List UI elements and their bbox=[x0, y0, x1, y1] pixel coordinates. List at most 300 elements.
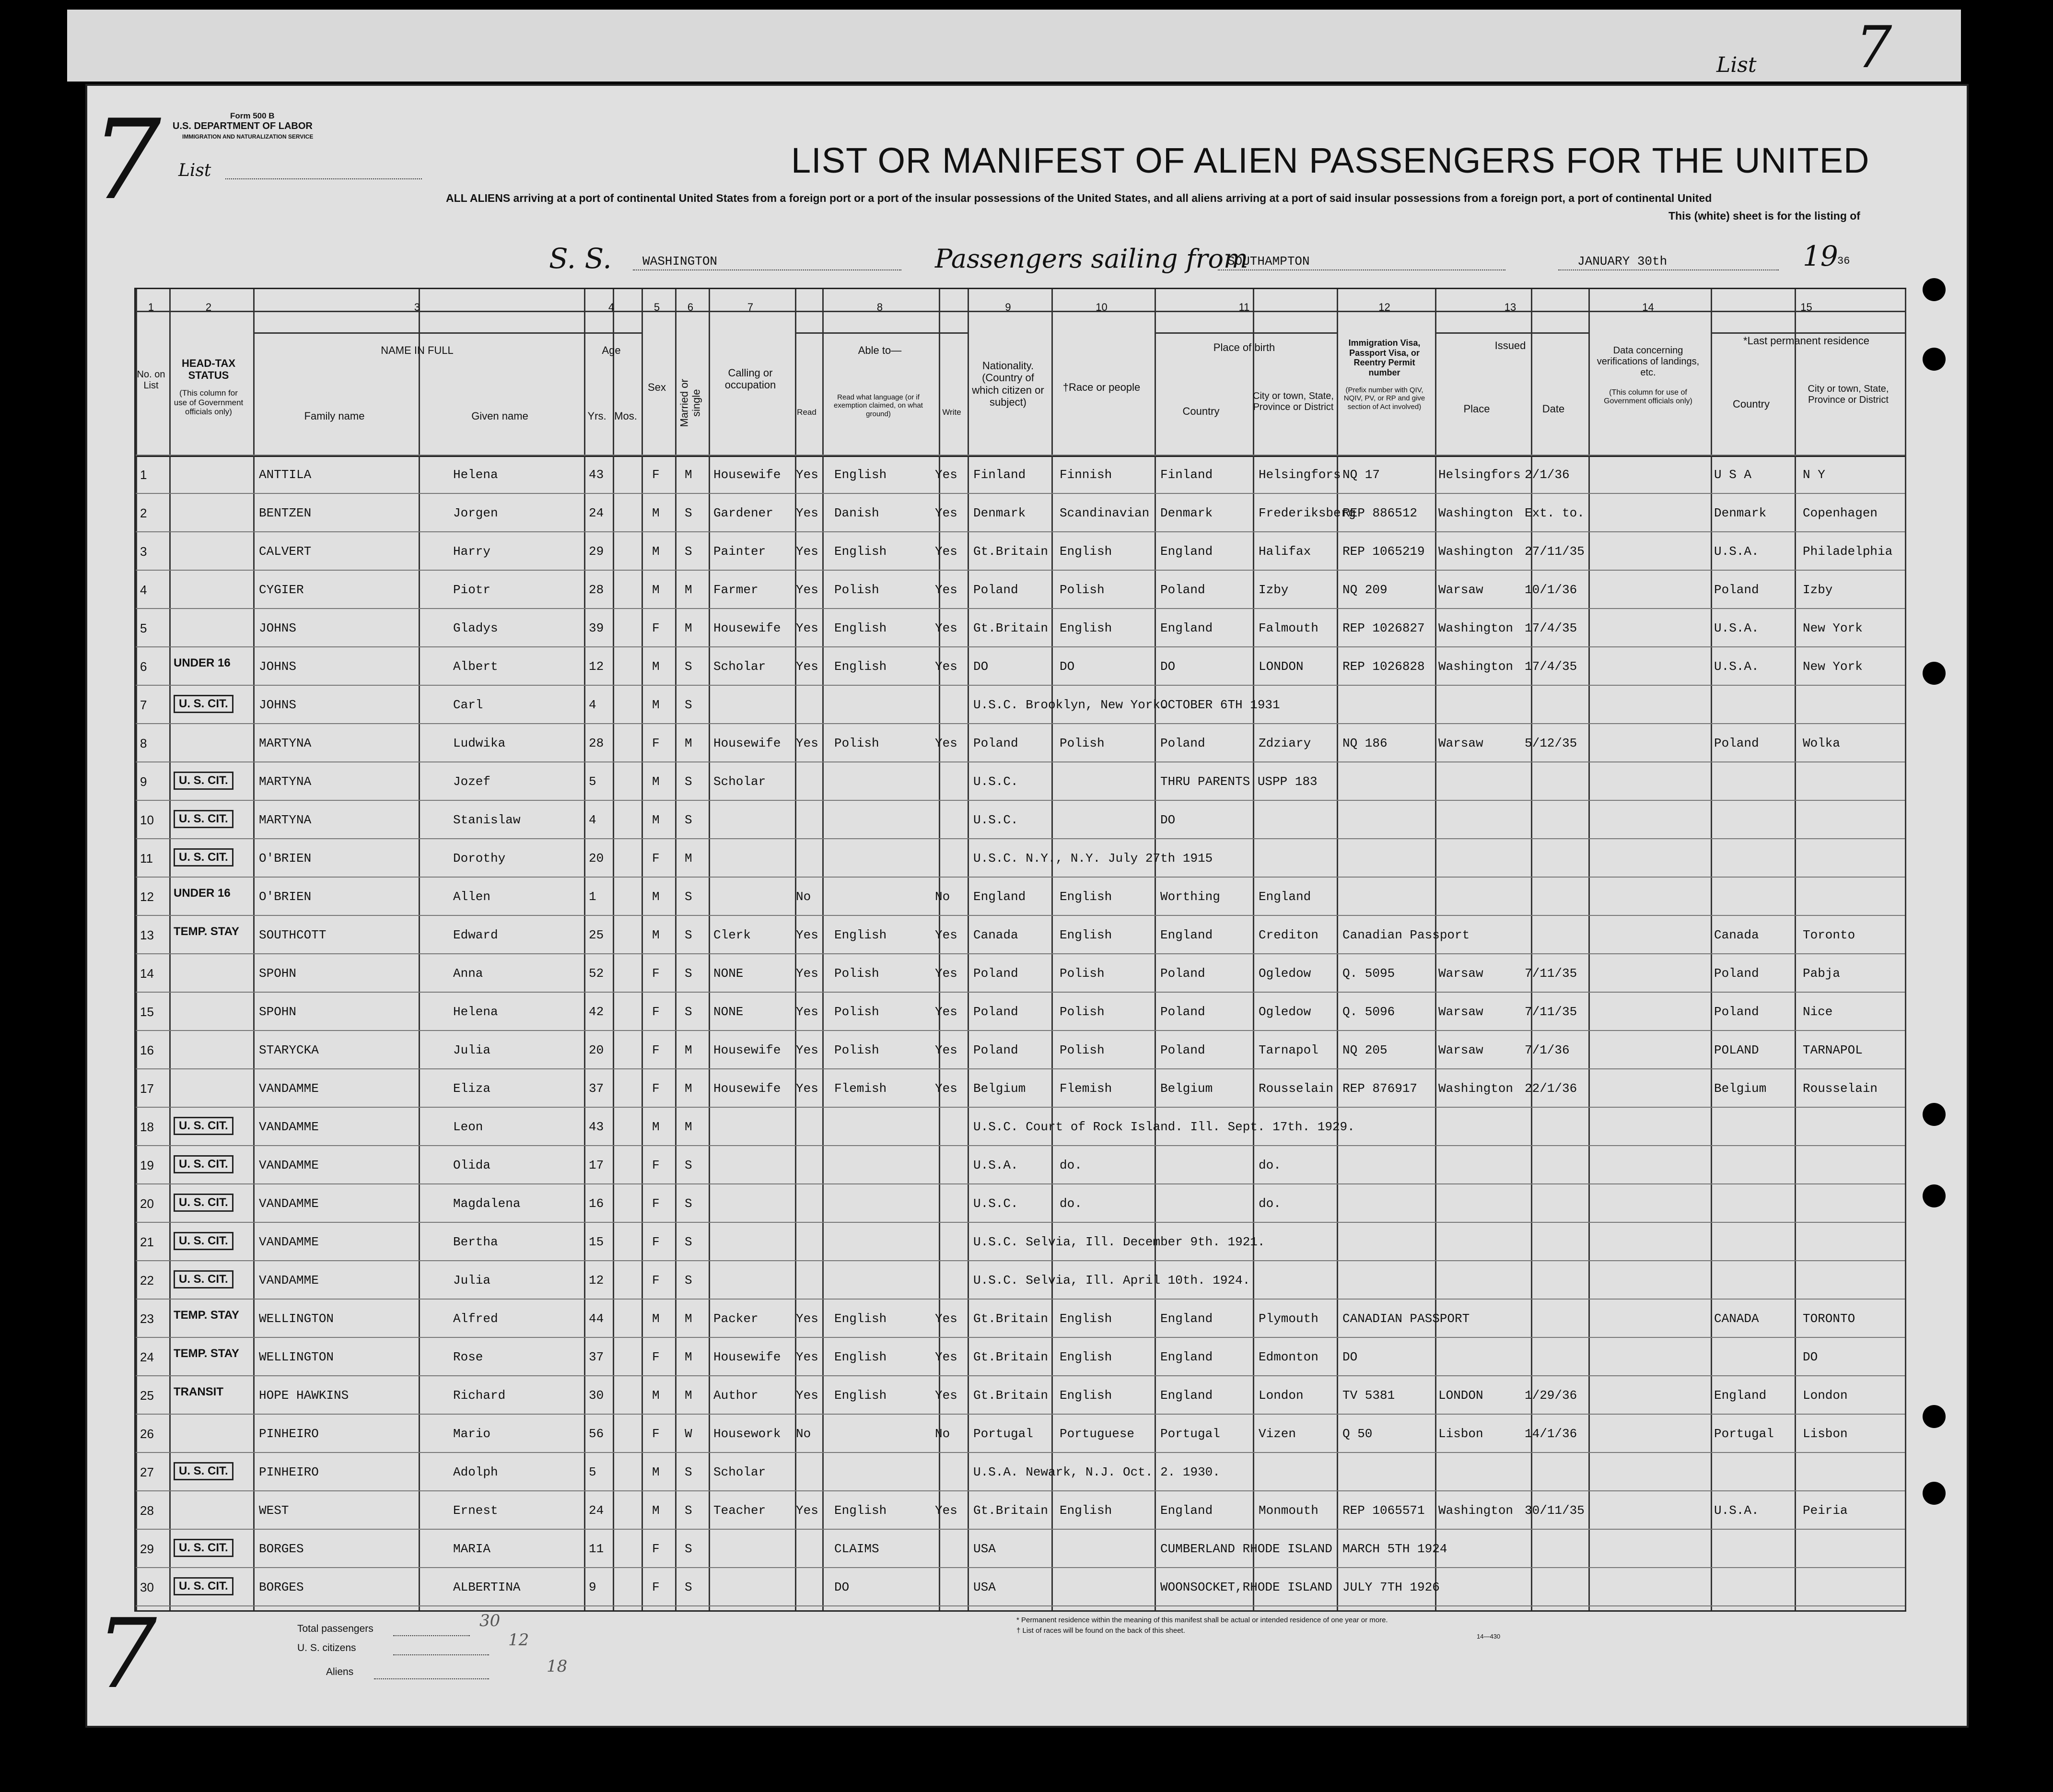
residence-country: England bbox=[1714, 1388, 1767, 1403]
visa-number: NQ 186 bbox=[1342, 736, 1388, 750]
age-years: 56 bbox=[589, 1427, 604, 1441]
birth-country: Poland bbox=[1160, 966, 1205, 981]
occupation: Housewife bbox=[713, 736, 781, 750]
sex: M bbox=[652, 698, 660, 712]
issued-place: Washington bbox=[1438, 544, 1514, 559]
sex: M bbox=[652, 813, 660, 827]
row-number: 10 bbox=[140, 813, 154, 827]
visa-number: REP 1026828 bbox=[1342, 659, 1425, 674]
col-able-to: Able to— bbox=[858, 344, 902, 356]
col-age-mos: Mos. bbox=[614, 410, 637, 422]
family-name: O'BRIEN bbox=[259, 851, 312, 866]
occupation: Housewife bbox=[713, 468, 781, 482]
nationality: Poland bbox=[973, 1043, 1018, 1057]
age-years: 52 bbox=[589, 966, 604, 981]
sailing-date: JANUARY 30th bbox=[1577, 254, 1668, 269]
birth-city: England bbox=[1259, 890, 1311, 904]
can-write: No bbox=[935, 890, 950, 904]
total-passengers-value: 30 bbox=[479, 1611, 501, 1630]
read-language: English bbox=[834, 1503, 887, 1518]
can-read: Yes bbox=[796, 1005, 818, 1019]
residence-city: TORONTO bbox=[1803, 1312, 1855, 1326]
age-years: 9 bbox=[589, 1580, 596, 1594]
row-number: 5 bbox=[140, 621, 147, 635]
issued-date: 7/11/35 bbox=[1525, 1005, 1577, 1019]
family-name: BORGES bbox=[259, 1542, 304, 1556]
birth-city: Ogledow bbox=[1259, 966, 1311, 981]
marital-status: M bbox=[685, 468, 692, 482]
birth-country: Poland bbox=[1160, 736, 1205, 750]
sex: M bbox=[652, 583, 660, 597]
row-number: 6 bbox=[140, 659, 147, 674]
nationality: Gt.Britain bbox=[973, 544, 1049, 559]
race: Polish bbox=[1060, 736, 1105, 750]
birth-city: LONDON bbox=[1259, 659, 1304, 674]
col-sex: Sex bbox=[648, 381, 666, 393]
colnum-8: 8 bbox=[876, 301, 883, 313]
given-name: Mario bbox=[453, 1427, 491, 1441]
given-name: Olida bbox=[453, 1158, 491, 1172]
age-years: 1 bbox=[589, 890, 596, 904]
row-number: 3 bbox=[140, 544, 147, 559]
birth-country: DO bbox=[1160, 813, 1176, 827]
given-name: Dorothy bbox=[453, 851, 506, 866]
nationality: Denmark bbox=[973, 506, 1026, 520]
visa-number: NQ 209 bbox=[1342, 583, 1388, 597]
residence-country: Poland bbox=[1714, 583, 1759, 597]
given-name: Albert bbox=[453, 659, 498, 674]
issued-date: Ext. to. bbox=[1525, 506, 1585, 520]
issued-place: Lisbon bbox=[1438, 1427, 1483, 1441]
read-language: English bbox=[834, 621, 887, 635]
residence-country: CANADA bbox=[1714, 1312, 1759, 1326]
visa-number: REP 1065571 bbox=[1342, 1503, 1425, 1518]
can-read: Yes bbox=[796, 1043, 818, 1057]
family-name: O'BRIEN bbox=[259, 890, 312, 904]
port-name: SOUTHAMPTON bbox=[1227, 254, 1310, 269]
issued-date: 1/29/36 bbox=[1525, 1388, 1577, 1403]
colnum-9: 9 bbox=[1005, 301, 1011, 313]
race: English bbox=[1060, 1350, 1112, 1364]
visa-number: REP 886512 bbox=[1342, 506, 1418, 520]
family-name: ANTTILA bbox=[259, 468, 312, 482]
previous-sheet-strip bbox=[67, 10, 1961, 82]
row-number: 14 bbox=[140, 966, 154, 981]
age-years: 20 bbox=[589, 1043, 604, 1057]
residence-city: Izby bbox=[1803, 583, 1833, 597]
nationality: Poland bbox=[973, 966, 1018, 981]
col-family-name: Family name bbox=[304, 410, 365, 422]
age-years: 5 bbox=[589, 774, 596, 789]
sex: F bbox=[652, 1081, 660, 1096]
head-tax-stamp: U. S. CIT. bbox=[174, 695, 233, 713]
col-read: Read bbox=[797, 408, 817, 417]
issued-date: 7/1/36 bbox=[1525, 1043, 1570, 1057]
given-name: Bertha bbox=[453, 1235, 498, 1249]
marital-status: S bbox=[685, 1580, 692, 1594]
head-tax-stamp: UNDER 16 bbox=[174, 887, 231, 900]
occupation: Housewife bbox=[713, 1350, 781, 1364]
marital-status: M bbox=[685, 1312, 692, 1326]
residence-country: POLAND bbox=[1714, 1043, 1759, 1057]
colnum-4: 4 bbox=[608, 301, 615, 313]
issued-date: 7/11/35 bbox=[1525, 966, 1577, 981]
head-tax-stamp: U. S. CIT. bbox=[174, 1232, 233, 1250]
sex: M bbox=[652, 1503, 660, 1518]
occupation: Painter bbox=[713, 544, 766, 559]
age-years: 44 bbox=[589, 1312, 604, 1326]
marital-status: S bbox=[685, 1196, 692, 1211]
family-name: WELLINGTON bbox=[259, 1350, 334, 1364]
birth-city: do. bbox=[1259, 1158, 1281, 1172]
can-read: Yes bbox=[796, 583, 818, 597]
visa-number: CANADIAN PASSPORT bbox=[1342, 1312, 1470, 1326]
race: do. bbox=[1060, 1196, 1082, 1211]
given-name: Eliza bbox=[453, 1081, 491, 1096]
row-number: 23 bbox=[140, 1312, 154, 1326]
race: Portuguese bbox=[1060, 1427, 1135, 1441]
row-number: 16 bbox=[140, 1043, 154, 1057]
colnum-15: 15 bbox=[1800, 301, 1812, 313]
total-line bbox=[393, 1635, 470, 1636]
subtitle-line-1: ALL ALIENS arriving at a port of continental United States from a foreign port or a port of the insular possessions of the United States, and all aliens arriving at a port of said insular possessions from a foreign port, a port of continental United bbox=[446, 192, 1712, 204]
marital-status: S bbox=[685, 1235, 692, 1249]
issued-date: 30/11/35 bbox=[1525, 1503, 1585, 1518]
year-prefix: 19 bbox=[1803, 240, 1838, 272]
occupation: Clerk bbox=[713, 928, 751, 942]
birth-country: Poland bbox=[1160, 1005, 1205, 1019]
occupation: Scholar bbox=[713, 1465, 766, 1479]
residence-city: Wolka bbox=[1803, 736, 1841, 750]
given-name: Gladys bbox=[453, 621, 498, 635]
race: Polish bbox=[1060, 966, 1105, 981]
footer-margin-number: 7 bbox=[96, 1598, 157, 1710]
marital-status: S bbox=[685, 813, 692, 827]
family-name: VANDAMME bbox=[259, 1235, 319, 1249]
nationality: Gt.Britain bbox=[973, 1388, 1049, 1403]
marital-status: S bbox=[685, 966, 692, 981]
issued-place: Washington bbox=[1438, 506, 1514, 520]
can-read: Yes bbox=[796, 506, 818, 520]
binder-hole bbox=[1923, 1482, 1946, 1505]
birth-city: Frederiksberg bbox=[1259, 506, 1356, 520]
head-tax-stamp: TEMP. STAY bbox=[174, 1347, 239, 1360]
family-name: SPOHN bbox=[259, 966, 297, 981]
residence-country: U.S.A. bbox=[1714, 1503, 1759, 1518]
race: Flemish bbox=[1060, 1081, 1112, 1096]
age-years: 15 bbox=[589, 1235, 604, 1249]
age-years: 37 bbox=[589, 1081, 604, 1096]
age-years: 25 bbox=[589, 928, 604, 942]
birth-city: Helsingfors bbox=[1259, 468, 1341, 482]
col-birth-city: City or town, State, Province or District bbox=[1253, 391, 1334, 412]
marital-status: S bbox=[685, 1158, 692, 1172]
issued-place: Washington bbox=[1438, 1503, 1514, 1518]
issued-date: 10/1/36 bbox=[1525, 583, 1577, 597]
read-language: DO bbox=[834, 1580, 850, 1594]
given-name: Rose bbox=[453, 1350, 483, 1364]
us-citizens-label: U. S. citizens bbox=[297, 1642, 356, 1653]
issued-place: Washington bbox=[1438, 621, 1514, 635]
birth-country: Worthing bbox=[1160, 890, 1220, 904]
read-language: Polish bbox=[834, 1005, 879, 1019]
family-name: WELLINGTON bbox=[259, 1312, 334, 1326]
col-birth-country: Country bbox=[1182, 405, 1220, 417]
row-number: 12 bbox=[140, 890, 154, 904]
marital-status: M bbox=[685, 1350, 692, 1364]
age-years: 4 bbox=[589, 698, 596, 712]
residence-country: Poland bbox=[1714, 966, 1759, 981]
department-label: U.S. DEPARTMENT OF LABOR bbox=[173, 121, 313, 131]
binder-hole bbox=[1923, 1103, 1946, 1126]
residence-city: Pabja bbox=[1803, 966, 1841, 981]
given-name: Carl bbox=[453, 698, 483, 712]
aliens-value: 18 bbox=[547, 1657, 568, 1676]
race: Finnish bbox=[1060, 468, 1112, 482]
nationality: U.S.A. Newark, N.J. Oct. 2. 1930. bbox=[973, 1465, 1220, 1479]
footnote-races: † List of races will be found on the back of this sheet. bbox=[1016, 1627, 1185, 1635]
visa-number: TV 5381 bbox=[1342, 1388, 1395, 1403]
sex: M bbox=[652, 659, 660, 674]
can-write: Yes bbox=[935, 659, 957, 674]
given-name: Magdalena bbox=[453, 1196, 521, 1211]
col-issued-date: Date bbox=[1542, 403, 1565, 415]
residence-country: Poland bbox=[1714, 1005, 1759, 1019]
family-name: VANDAMME bbox=[259, 1273, 319, 1288]
col-write: Write bbox=[942, 408, 961, 417]
family-name: MARTYNA bbox=[259, 736, 312, 750]
nationality: U.S.C. Selvia, Ill. December 9th. 1921. bbox=[973, 1235, 1265, 1249]
race: Polish bbox=[1060, 1005, 1105, 1019]
nationality: Gt.Britain bbox=[973, 1350, 1049, 1364]
can-write: Yes bbox=[935, 1043, 957, 1057]
col-given-name: Given name bbox=[471, 410, 528, 422]
given-name: MARIA bbox=[453, 1542, 491, 1556]
can-read: Yes bbox=[796, 468, 818, 482]
read-language: Flemish bbox=[834, 1081, 887, 1096]
head-tax-stamp: U. S. CIT. bbox=[174, 1270, 233, 1288]
birth-city: do. bbox=[1259, 1196, 1281, 1211]
citizens-line bbox=[393, 1654, 489, 1655]
residence-city: Copenhagen bbox=[1803, 506, 1878, 520]
visa-number: NQ 17 bbox=[1342, 468, 1380, 482]
age-years: 12 bbox=[589, 1273, 604, 1288]
residence-country: Canada bbox=[1714, 928, 1759, 942]
colnum-7: 7 bbox=[747, 301, 754, 313]
margin-number: 7 bbox=[91, 96, 162, 224]
family-name: CALVERT bbox=[259, 544, 312, 559]
family-name: VANDAMME bbox=[259, 1158, 319, 1172]
birth-country: England bbox=[1160, 1312, 1213, 1326]
col-head-tax: HEAD-TAX STATUS bbox=[181, 357, 236, 382]
visa-number: NQ 205 bbox=[1342, 1043, 1388, 1057]
birth-city: Crediton bbox=[1259, 928, 1318, 942]
age-years: 12 bbox=[589, 659, 604, 674]
read-language: Danish bbox=[834, 506, 879, 520]
given-name: Helena bbox=[453, 468, 498, 482]
nationality: Gt.Britain bbox=[973, 1503, 1049, 1518]
given-name: ALBERTINA bbox=[453, 1580, 521, 1594]
col-visa: Immigration Visa, Passport Visa, or Reentry Permit number bbox=[1348, 338, 1421, 378]
age-years: 24 bbox=[589, 506, 604, 520]
issued-date: 22/1/36 bbox=[1525, 1081, 1577, 1096]
family-name: SOUTHCOTT bbox=[259, 928, 327, 942]
sex: M bbox=[652, 1312, 660, 1326]
binder-hole bbox=[1923, 278, 1946, 301]
col-occupation: Calling or occupation bbox=[724, 367, 776, 391]
sex: F bbox=[652, 851, 660, 866]
marital-status: S bbox=[685, 928, 692, 942]
visa-number: Q. 5095 bbox=[1342, 966, 1395, 981]
birth-city: Zdziary bbox=[1259, 736, 1311, 750]
residence-country: Denmark bbox=[1714, 506, 1767, 520]
head-tax-stamp: TEMP. STAY bbox=[174, 925, 239, 938]
visa-number: Canadian Passport bbox=[1342, 928, 1470, 942]
sex: F bbox=[652, 1043, 660, 1057]
issued-place: Warsaw bbox=[1438, 1005, 1483, 1019]
col-visa-sub: (Prefix number with QIV, NQIV, PV, or RP and give section of Act involved) bbox=[1343, 386, 1425, 411]
can-write: Yes bbox=[935, 583, 957, 597]
nationality: U.S.C. Selvia, Ill. April 10th. 1924. bbox=[973, 1273, 1250, 1288]
family-name: JOHNS bbox=[259, 698, 297, 712]
marital-status: M bbox=[685, 1081, 692, 1096]
row-number: 25 bbox=[140, 1388, 154, 1403]
head-tax-stamp: TRANSIT bbox=[174, 1385, 223, 1398]
occupation: Packer bbox=[713, 1312, 758, 1326]
can-write: Yes bbox=[935, 1388, 957, 1403]
head-tax-stamp: UNDER 16 bbox=[174, 656, 231, 669]
family-name: SPOHN bbox=[259, 1005, 297, 1019]
sex: M bbox=[652, 1388, 660, 1403]
read-language: Polish bbox=[834, 966, 879, 981]
family-name: PINHEIRO bbox=[259, 1465, 319, 1479]
occupation: NONE bbox=[713, 1005, 744, 1019]
head-tax-stamp: U. S. CIT. bbox=[174, 810, 233, 828]
marital-status: S bbox=[685, 1005, 692, 1019]
issued-place: Warsaw bbox=[1438, 966, 1483, 981]
family-name: JOHNS bbox=[259, 659, 297, 674]
list-label: List bbox=[178, 161, 211, 180]
birth-country: Denmark bbox=[1160, 506, 1213, 520]
footnote-residence: * Permanent residence within the meaning of this manifest shall be actual or intended residence of one year or more. bbox=[1016, 1616, 1388, 1624]
row-number: 7 bbox=[140, 698, 147, 712]
birth-country: THRU PARENTS USPP 183 bbox=[1160, 774, 1318, 789]
sex: F bbox=[652, 1196, 660, 1211]
sex: M bbox=[652, 1465, 660, 1479]
issued-place: Warsaw bbox=[1438, 736, 1483, 750]
age-years: 37 bbox=[589, 1350, 604, 1364]
given-name: Harry bbox=[453, 544, 491, 559]
family-name: BENTZEN bbox=[259, 506, 312, 520]
ship-name: WASHINGTON bbox=[642, 254, 718, 269]
race: do. bbox=[1060, 1158, 1082, 1172]
issued-date: 14/1/36 bbox=[1525, 1427, 1577, 1441]
row-number: 2 bbox=[140, 506, 147, 520]
row-number: 8 bbox=[140, 736, 147, 750]
occupation: Scholar bbox=[713, 774, 766, 789]
residence-city: N Y bbox=[1803, 468, 1825, 482]
nationality: U.S.C. Brooklyn, New York. bbox=[973, 698, 1168, 712]
residence-country: U.S.A. bbox=[1714, 621, 1759, 635]
col-last-residence: *Last permanent residence bbox=[1743, 335, 1869, 347]
col-residence-country: Country bbox=[1732, 398, 1770, 410]
family-name: BORGES bbox=[259, 1580, 304, 1594]
top-list-label: List bbox=[1716, 53, 1757, 77]
aliens-label: Aliens bbox=[326, 1666, 354, 1677]
residence-country: Poland bbox=[1714, 736, 1759, 750]
given-name: Julia bbox=[453, 1273, 491, 1288]
binder-hole bbox=[1923, 1405, 1946, 1428]
nationality: Poland bbox=[973, 1005, 1018, 1019]
family-name: PINHEIRO bbox=[259, 1427, 319, 1441]
marital-status: S bbox=[685, 506, 692, 520]
nationality: England bbox=[973, 890, 1026, 904]
marital-status: S bbox=[685, 1273, 692, 1288]
nationality: U.S.C. bbox=[973, 813, 1018, 827]
residence-city: Toronto bbox=[1803, 928, 1855, 942]
service-label: IMMIGRATION AND NATURALIZATION SERVICE bbox=[182, 133, 314, 140]
marital-status: S bbox=[685, 659, 692, 674]
birth-country: England bbox=[1160, 1503, 1213, 1518]
head-tax-stamp: U. S. CIT. bbox=[174, 1577, 233, 1595]
age-years: 17 bbox=[589, 1158, 604, 1172]
given-name: Julia bbox=[453, 1043, 491, 1057]
read-language: English bbox=[834, 468, 887, 482]
nationality: U.S.C. bbox=[973, 774, 1018, 789]
sex: F bbox=[652, 1005, 660, 1019]
row-number: 29 bbox=[140, 1542, 154, 1556]
can-read: Yes bbox=[796, 736, 818, 750]
residence-country: U.S.A. bbox=[1714, 659, 1759, 674]
read-language: English bbox=[834, 1350, 887, 1364]
nationality: Gt.Britain bbox=[973, 1312, 1049, 1326]
age-years: 30 bbox=[589, 1388, 604, 1403]
issued-place: Washington bbox=[1438, 1081, 1514, 1096]
ship-line bbox=[633, 269, 901, 270]
nationality: USA bbox=[973, 1542, 996, 1556]
residence-city: TARNAPOL bbox=[1803, 1043, 1863, 1057]
row-number: 27 bbox=[140, 1465, 154, 1479]
residence-city: Rousselain bbox=[1803, 1081, 1878, 1096]
race: Polish bbox=[1060, 1043, 1105, 1057]
row-number: 1 bbox=[140, 468, 147, 482]
colnum-2: 2 bbox=[205, 301, 212, 313]
birth-city: Monmouth bbox=[1259, 1503, 1318, 1518]
read-language: English bbox=[834, 1388, 887, 1403]
given-name: Jozef bbox=[453, 774, 491, 789]
colnum-11: 11 bbox=[1238, 301, 1250, 313]
age-years: 43 bbox=[589, 1120, 604, 1134]
family-name: CYGIER bbox=[259, 583, 304, 597]
marital-status: S bbox=[685, 1542, 692, 1556]
col-race: †Race or people bbox=[1062, 381, 1141, 393]
read-language: Polish bbox=[834, 736, 879, 750]
visa-number: REP 876917 bbox=[1342, 1081, 1418, 1096]
read-language: CLAIMS bbox=[834, 1542, 879, 1556]
can-write: Yes bbox=[935, 1081, 957, 1096]
row-number: 24 bbox=[140, 1350, 154, 1364]
residence-city: New York bbox=[1803, 621, 1863, 635]
nationality: USA bbox=[973, 1580, 996, 1594]
sex: F bbox=[652, 1273, 660, 1288]
issued-place: Helsingfors bbox=[1438, 468, 1521, 482]
row-number: 11 bbox=[140, 851, 153, 866]
sex: F bbox=[652, 736, 660, 750]
sex: M bbox=[652, 774, 660, 789]
birth-city: London bbox=[1259, 1388, 1304, 1403]
birth-city: Rousselain bbox=[1259, 1081, 1334, 1096]
given-name: Ludwika bbox=[453, 736, 506, 750]
